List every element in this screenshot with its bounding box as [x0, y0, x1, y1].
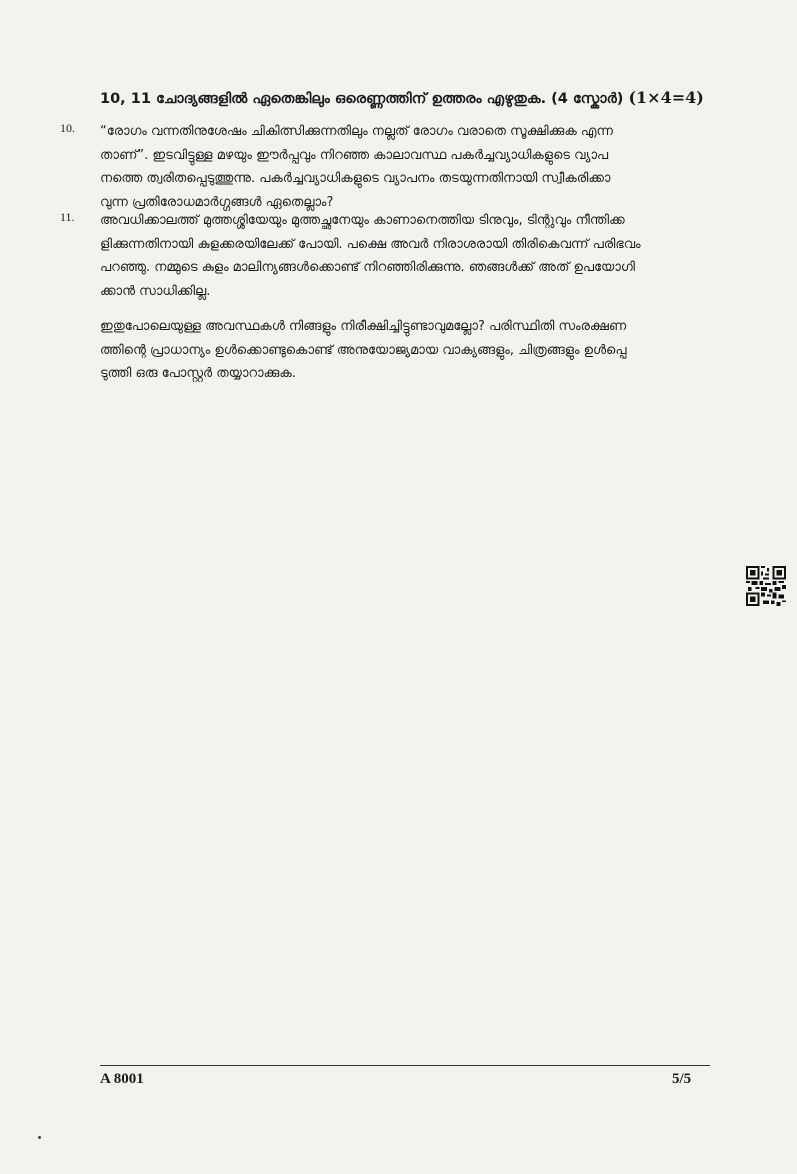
question-line: ളിക്കുന്നതിനായി കുളക്കരയിലേക്ക് പോയി. പക്ഷെ അവർ നിരാശരായി തിരികെവന്ന് പരിഭവം	[100, 236, 641, 252]
question-text	[100, 120, 745, 214]
question-line: “രോഗം വന്നതിനുശേഷം ചികിത്സിക്കുന്നതിലും നല്ലത് രോഗം വരാതെ സൂക്ഷിക്കുക എന്ന	[100, 124, 613, 139]
question-number: 10.	[60, 121, 75, 135]
question-line: താണ്”. ഇടവിട്ടുള്ള മഴയും ഈർപ്പവും നിറഞ്ഞ കാലാവസ്ഥ പകർച്ചവ്യാധികളുടെ വ്യാപ	[100, 147, 609, 163]
question-paragraph-2	[100, 315, 745, 386]
page-number: 5/5	[672, 1071, 692, 1087]
marks-breakdown: (1×4=4)	[628, 88, 704, 107]
question-line: അവധിക്കാലത്ത് മുത്തശ്ശിയേയും മുത്തച്ഛനേയും കാണാനെത്തിയ ടിനുവും, ടിന്റുവും നീന്തിക്ക	[100, 213, 625, 228]
question-number: 11.	[60, 210, 75, 224]
question-text	[100, 209, 745, 386]
question-line: ടുത്തി ഒരു പോസ്റ്റർ തയ്യാറാക്കുക.	[100, 366, 296, 381]
question-line: ഇതുപോലെയുള്ള അവസ്ഥകൾ നിങ്ങളും നിരീക്ഷിച്ചിട്ടുണ്ടാവുമല്ലോ? പരിസ്ഥിതി സംരക്ഷണ	[100, 319, 627, 334]
question-line: നത്തെ ത്വരിതപ്പെടുത്തുന്നു. പകർച്ചവ്യാധികളുടെ വ്യാപനം തടയുന്നതിനായി സ്വീകരിക്കാ	[100, 171, 611, 186]
score-note: (4 സ്കോർ)	[551, 91, 624, 107]
footer-divider	[100, 1065, 710, 1066]
section-instruction: 10, 11 ചോദ്യങ്ങളിൽ ഏതെങ്കിലും ഒരെണ്ണത്തിന് ഉത്തരം എഴുതുക.	[100, 91, 547, 107]
scan-speck	[38, 1136, 41, 1139]
question-line: പറഞ്ഞു. നമ്മുടെ കുളം മാലിന്യങ്ങൾക്കൊണ്ട് നിറഞ്ഞിരിക്കുന്നു. ഞങ്ങൾക്ക് അത് ഉപയോഗി	[100, 260, 635, 275]
question-line: വുന്ന പ്രതിരോധമാർഗ്ഗങ്ങൾ ഏതെല്ലാം?	[100, 194, 334, 210]
paper-code: A 8001	[100, 1071, 144, 1087]
question-line: ക്കാൻ സാധിക്കില്ല.	[100, 283, 211, 299]
qr-code-icon	[746, 566, 786, 606]
section-heading	[100, 88, 740, 107]
question-line: ത്തിന്റെ പ്രാധാന്യം ഉൾക്കൊണ്ടുകൊണ്ട് അനുയോജ്യമായ വാക്യങ്ങളും, ചിത്രങ്ങളും ഉൾപ്പെ	[100, 342, 627, 358]
